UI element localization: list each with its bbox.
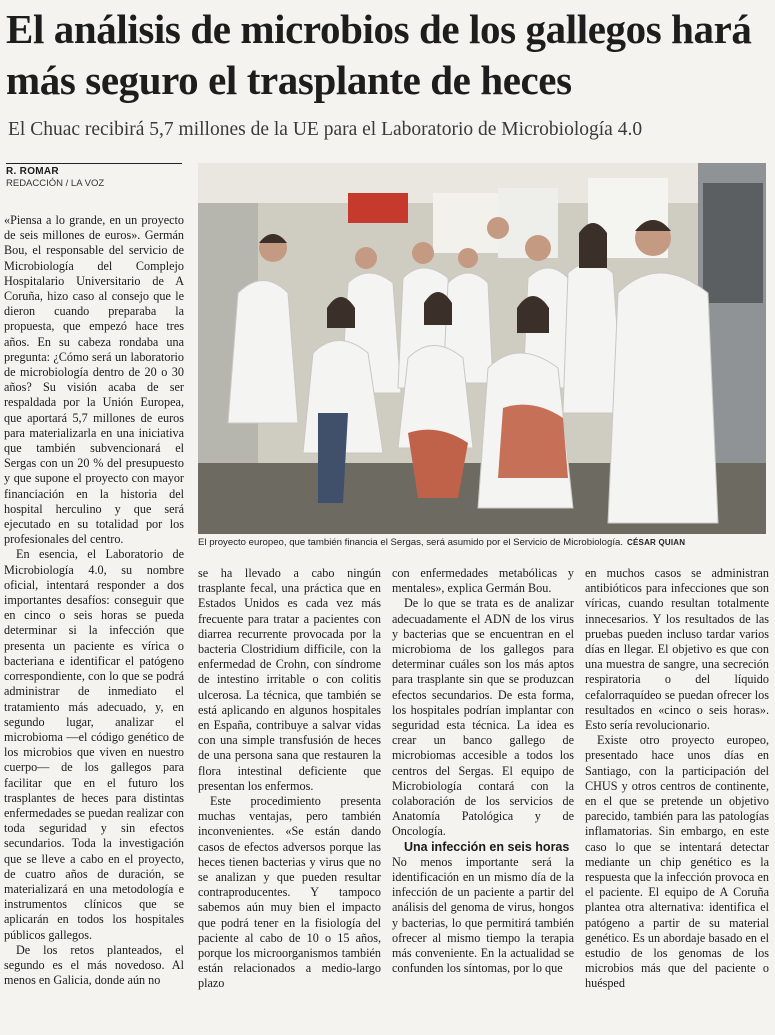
paragraph: Existe otro proyecto europeo, presentado hace unos días en Santiago, con la participación del CHUS y otros centros de continente, en el que se pretende un objetivo parecido, también para las patologías inflamatorias. Sin embargo, en este caso lo que se intentará detectar mediante un chip genético es la respuesta que la infección provoca en el paciente. El equipo de A Coruña plantea otra alternativa: identifica el patógeno a partir de su material genético. Es un abordaje basado en el estudio de los genomas de los microbios más que del paciente o huésped — [585, 733, 769, 991]
caption-text: El proyecto europeo, que también financia el Sergas, será asumido por el Servicio de Microbiología. — [198, 537, 624, 548]
outlet-name: REDACCIÓN / LA VOZ — [6, 178, 105, 189]
paragraph: En esencia, el Laboratorio de Microbiología 4.0, su nombre oficial, intentará responder a dos importantes desafíos: conseguir que en cinco o seis horas se pueda determinar si la infección que presenta un paciente es vírica o bacteriana e identificar el patógeno correspondiente, con lo que se podrá administrar de inmediato el tratamiento más adecuado, y, en segundo lugar, analizar el microbioma —el código genético de los microbios que viven en nuestro cuerpo— de los gallegos para facilitar que en el futuro los trasplantes de heces para distintas enfermedades se puedan realizar con toda seguridad y sin efectos secundarios. Toda la investigación que se lleve a cabo en el proyecto, de cuatro años de duración, se materializará en una metodología e instrumentos clínicos que se aplicarán en todos los hospitales públicos gallegos. — [4, 547, 184, 942]
headline: El análisis de microbios de los gallegos hará más seguro el trasplante de heces — [6, 6, 752, 103]
article-column-4 — [585, 566, 769, 1033]
subheadline: El Chuac recibirá 5,7 millones de la UE para el Laboratorio de Microbiología 4.0 — [8, 119, 643, 140]
article-column-2 — [198, 566, 381, 1033]
author-name: R. ROMAR — [6, 166, 59, 177]
paragraph: De los retos planteados, el segundo es el más novedoso. Al menos en Galicia, donde aún no — [4, 942, 184, 988]
paragraph: con enfermedades metabólicas y mentales», explica Germán Bou. — [392, 566, 574, 596]
paragraph: «Piensa a lo grande, en un proyecto de seis millones de euros». Germán Bou, el responsable del servicio de Microbiología del Complejo Hospitalario Universitario de A Coruña, hizo caso al consejo que le dieron cuando preparaba la propuesta, que empezó hace tres años. En su cabeza rondaba una pregunta: ¿Cómo será un laboratorio de microbiología dentro de 20 o 30 años? Su visión acaba de ser respaldada por la Unión Europea, que aportará 5,7 millones de euros para materializarla en una iniciativa que también subvencionará el Sergas con un 20 % del presupuesto y que supone el proyecto con mayor financiación en la historia del hospital herculino y que será ejecutado en su totalidad por los profesionales del centro. — [4, 213, 184, 547]
photo-caption — [198, 536, 766, 549]
lab-team-photo — [198, 163, 766, 534]
paragraph: Este procedimiento presenta muchas ventajas, pero también inconvenientes. «Se están dando casos de efectos adversos porque las heces tienen bacterias y virus que no se analizan y que pueden resultar contraproducentes. Y tampoco sabemos aún muy bien el impacto que podrá tener en la fisiología del paciente al cabo de 10 o 15 años, porque los microorganismos también están relacionados a medio-largo plazo — [198, 794, 381, 991]
article-photo — [198, 163, 766, 534]
byline — [6, 163, 182, 189]
paragraph: No menos importante será la identificación en un mismo día de la infección de un paciente a partir del análisis del genoma de virus, hongos y bacterias, lo que permitirá también ofrecer al mismo tiempo la terapia más conveniente. En la actualidad se confunden los síntomas, por lo que — [392, 854, 574, 976]
section-subtitle: Una infección en seis horas — [404, 839, 570, 854]
article-column-3 — [392, 566, 574, 1033]
paragraph: en muchos casos se administran antibióticos para infecciones que son víricas, cuando resultan totalmente innecesarios. Y los resultados de las pruebas pueden incluso tardar varios días en llegar. El objetivo es que con una muestra de sangre, una secreción respiratoria o del líquido cefalorraquídeo se puedan ofrecer los resultados en «cinco o seis horas». Esto sería revolucionario. — [585, 566, 769, 733]
photo-credit: CÉSAR QUIAN — [627, 538, 686, 547]
article-column-1 — [4, 213, 184, 1033]
paragraph: De lo que se trata es de analizar adecuadamente el ADN de los virus y bacterias que se encuentran en el microbioma de los gallegos para determinar cuáles son los más aptos para trasplante sin que se produzcan efectos secundarios. De esta forma, los hospitales podrían implantar con seguridad esta técnica. La idea es crear un banco gallego de microbiomas accesible a todos los centros del Sergas. El equipo de Microbiología contará con la colaboración de los servicios de Anatomía Patológica y de Oncología. — [392, 596, 574, 839]
paragraph: se ha llevado a cabo ningún trasplante fecal, una práctica que en Estados Unidos es cada vez más frecuente para tratar a pacientes con diarrea recurrente provocada por la bacteria Clostridium difficile, con la enfermedad de Crohn, con síndrome de intestino irritable o con colitis ulcerosa. La técnica, que también se está aplicando en algunos hospitales en España, contribuye a salvar vidas con una simple transfusión de heces de una persona sana que restauren la flora intestinal deficiente que presentan los enfermos. — [198, 566, 381, 793]
